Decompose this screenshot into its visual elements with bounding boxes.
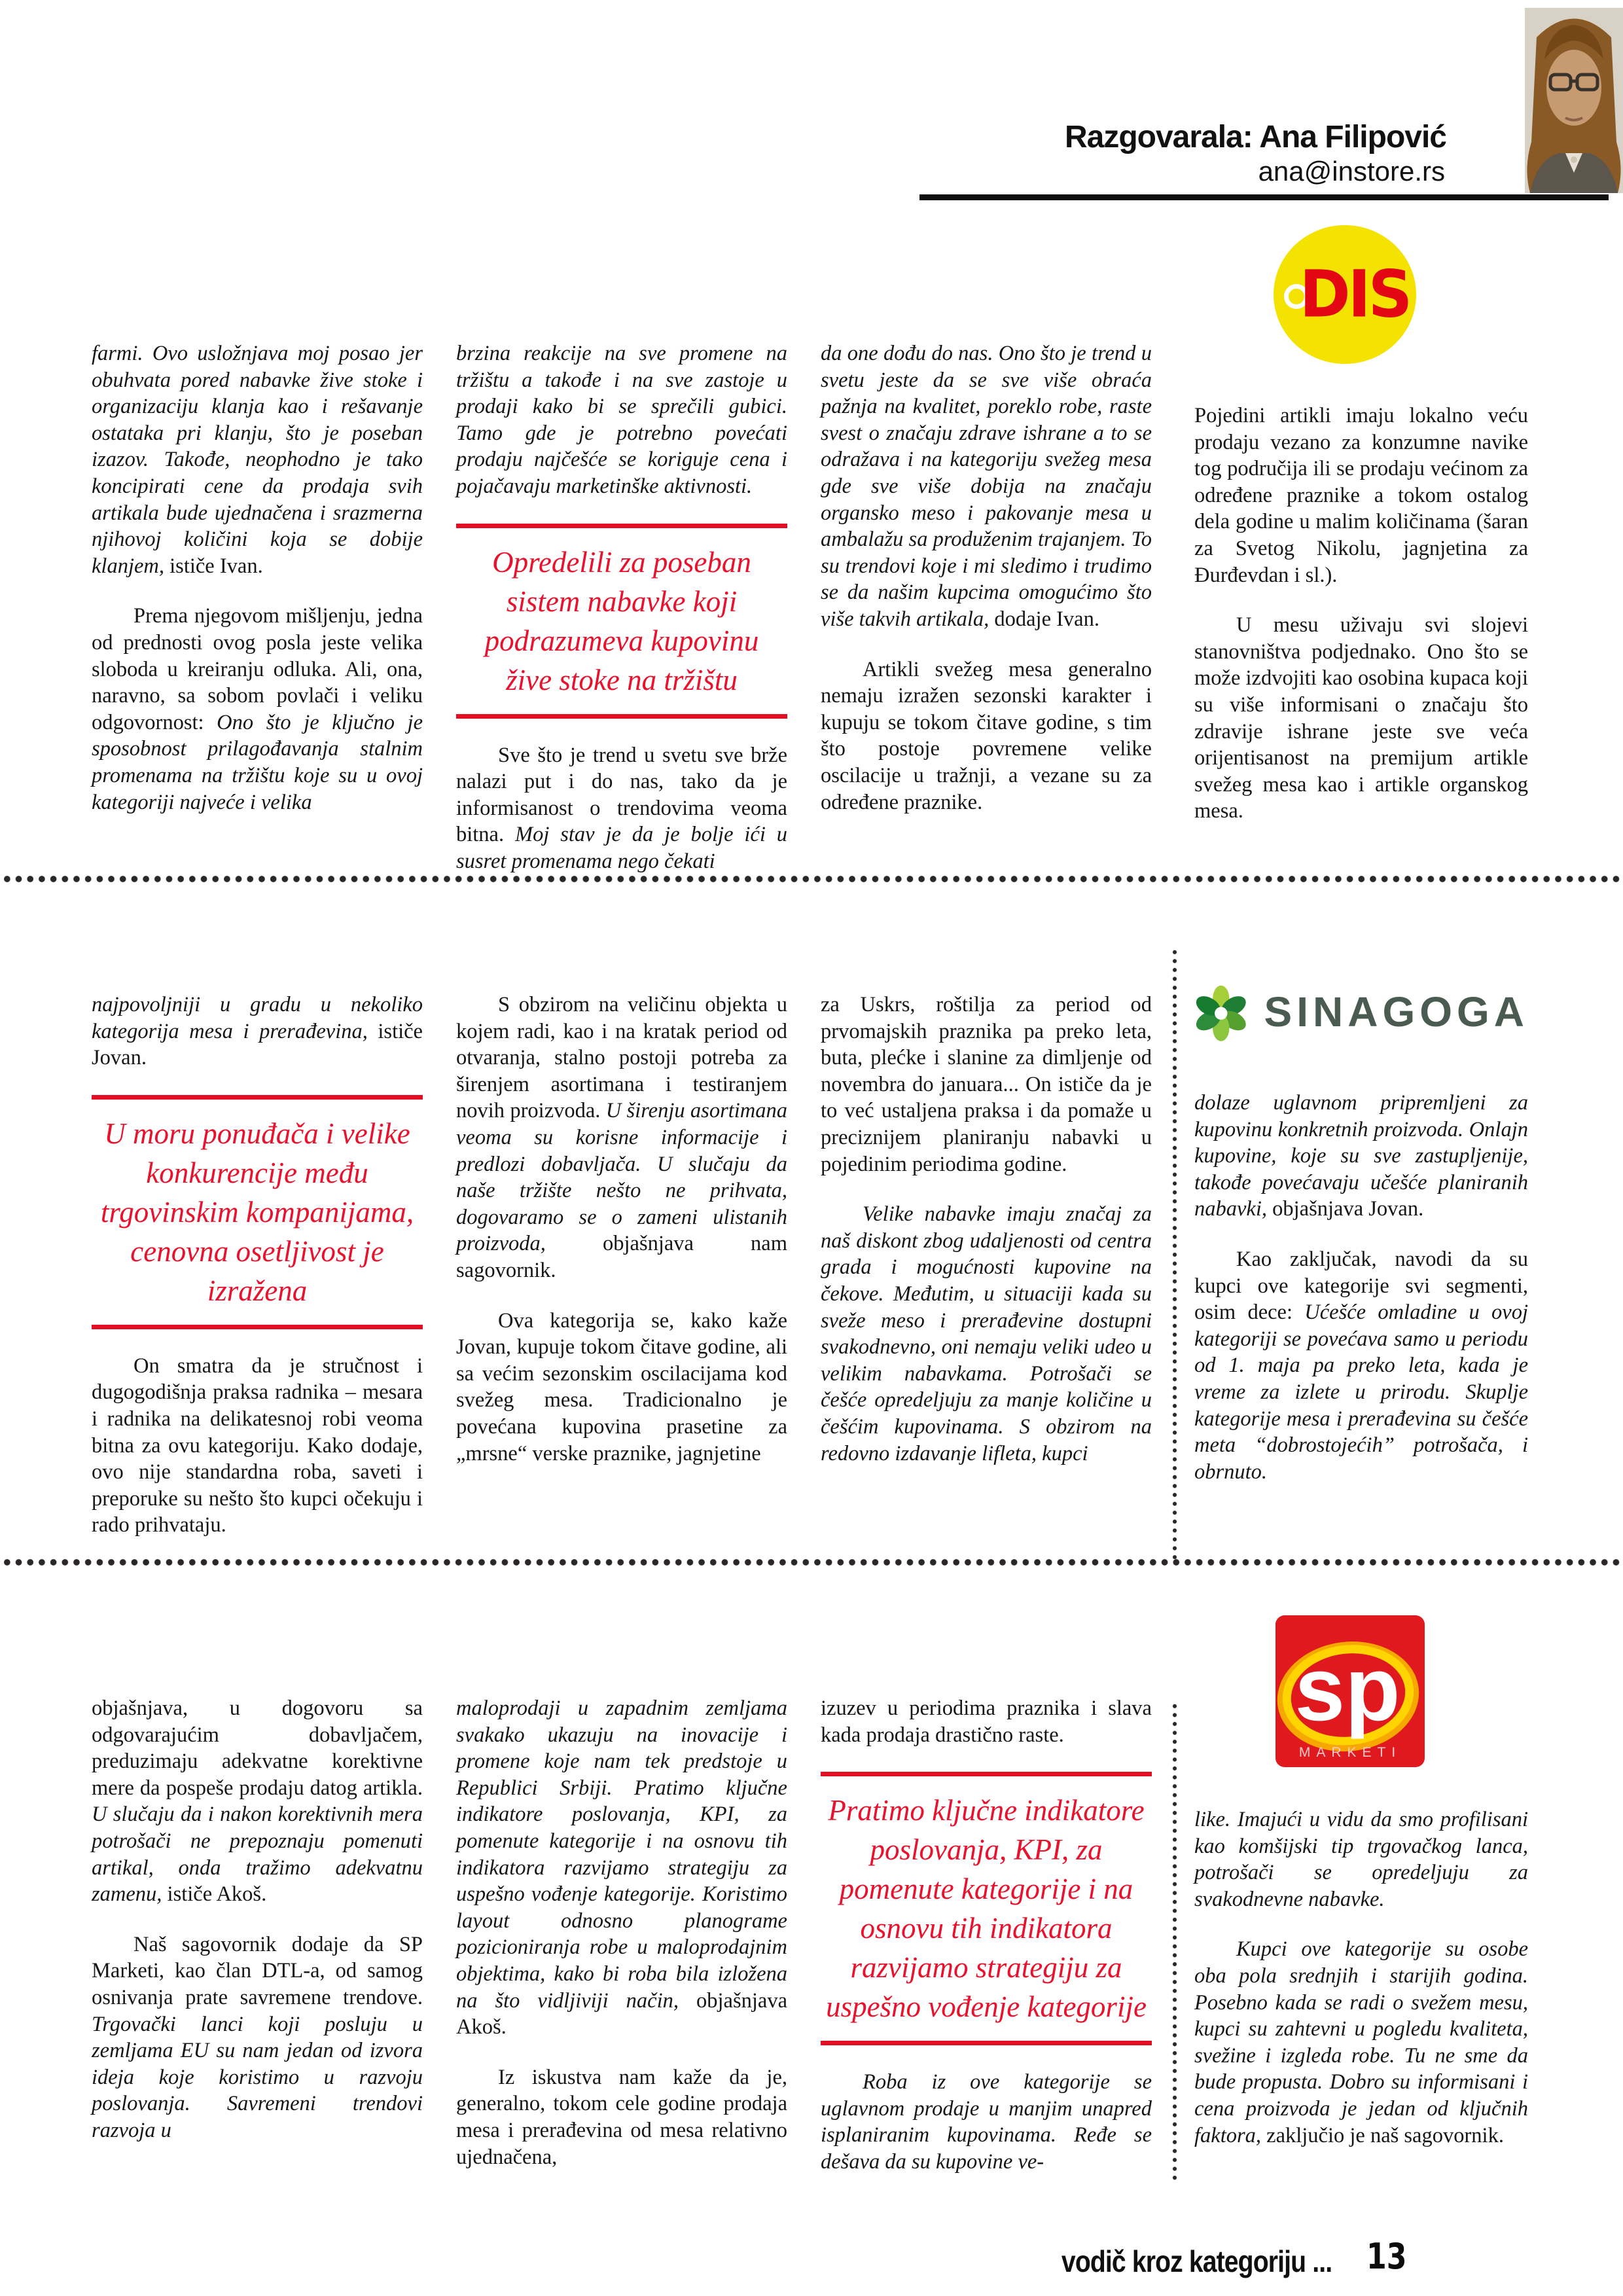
pull-quote-text: U moru ponuđača i velike konkurencije među trgovinskim kompanijama, cenovna osetljivost je izražena xyxy=(100,1117,414,1307)
paragraph xyxy=(92,603,423,816)
paragraph xyxy=(1194,1246,1528,1485)
text-run: objašnjava Jovan. xyxy=(1267,1197,1424,1221)
paragraph xyxy=(1194,1936,1528,2149)
text-run: da one dođu do nas. Ono što je trend u svetu jeste da se sve više obraća pažnja na kvalitet, poreklo robe, raste svest o značaju zdrave ishrane a to se odražava i na kategoriju svežeg mesa gde sve više dobija na značaju organsko meso i pakovanje mesa u ambalažu sa produženim trajanjem. To su trendovi koje i mi sledimo i trudimo se da našim kupcima omogućimo što više takvih artikala, xyxy=(821,342,1152,631)
text-run: Iz iskustva nam kaže da je, generalno, tokom cele godine prodaja mesa i prerađevina od mesa relativno ujednačena, xyxy=(456,2065,787,2169)
paragraph xyxy=(456,2064,787,2170)
text-run: maloprodaji u zapadnim zemljama svakako ukazuju na inovacije i promene koje nam tek predstoje u Republici Srbiji. Pratimo ključne indikatore poslovanja, KPI, za pomenute kategorije i na osnovu tih indikatora razvijamo strategiju za uspešno vođenje kategorije. Koristimo layout odnosno planograme pozicioniranja robe u maloprodajnim objektima, kako bi roba bila izložena na što vidljiviji način, xyxy=(456,1696,787,2013)
text-run: farmi. Ovo usložnjava moj posao jer obuhvata pored nabavke žive stoke i organizaciju klanja kao i rešavanje ostataka pri klanju, što je poseban izazov. Takođe, neophodno je tako koncipirati cene da prodaja svih artikala bude ujednačena i srazmerna njihovoj količini koja se dobije klanjem, xyxy=(92,342,423,578)
paragraph xyxy=(1194,1806,1528,1912)
paragraph xyxy=(92,1353,423,1539)
section2-column-3 xyxy=(821,992,1152,1490)
section2-column-1 xyxy=(92,992,423,1562)
paragraph xyxy=(456,340,787,500)
text-run: Ova kategorija se, kako kaže Jovan, kupuje tokom čitave godine, ali sa većim sezonskim oscilacijama kod svežeg mesa. Tradicionalno je povećana kupovina prasetine za „mrsne“ verske praznike, jagnjetine xyxy=(456,1308,787,1465)
text-run: objašnjava nam sagovornik. xyxy=(456,1232,787,1282)
pull-quote-rule xyxy=(821,2041,1152,2045)
header-rule xyxy=(919,194,1609,200)
paragraph xyxy=(821,992,1152,1177)
text-run: Ono što je ključno je sposobnost prilagođavanja stalnim promenama na tržištu koje su u ovoj kategoriji najveće i velika xyxy=(92,710,423,814)
paragraph xyxy=(1194,403,1528,588)
footer-section-label: vodič kroz kategoriju ... xyxy=(1061,2244,1332,2278)
text-run: S obzirom na veličinu objekta u kojem radi, kao i na kratak period od otvaranja, stalno postoji potreba za širenjem asortimana i testiranjem novih proizvoda. xyxy=(456,993,787,1123)
text-run: izuzev u periodima praznika i slava kada prodaja drastično raste. xyxy=(821,1696,1152,1747)
section1-column-4 xyxy=(1194,403,1528,848)
text-run: Naš sagovornik dodaje da SP Marketi, kao član DTL-a, od samog osnivanja prate savremene trendove. xyxy=(92,1932,423,2009)
paragraph xyxy=(821,340,1152,633)
text-run: Pojedini artikli imaju lokalno veću prodaju vezano za konzumne navike tog područija ili se prodaju većinom za određene praznike a tokom ostalog dela godine u malim količinama (šaran za Svetog Nikolu, jagnjetina za Đurđevdan i sl.). xyxy=(1194,404,1528,587)
paragraph xyxy=(821,1695,1152,1748)
paragraph xyxy=(92,340,423,579)
text-run: dolaze uglavnom pripremljeni za kupovinu konkretnih proizvoda. Onlajn kupovine, koje su sve zastupljenije, takođe povećavaju učešće planiranih nabavki, xyxy=(1194,1091,1528,1221)
text-run: like. Imajući u vidu da smo profilisani kao komšijski tip trgovačkog lanca, potrošači se opredeljuju za svakodnevne nabavke. xyxy=(1194,1808,1528,1911)
section3-column-3 xyxy=(821,1695,1152,2199)
pull-quote-rule xyxy=(456,524,787,528)
sp-marketi-logo xyxy=(1274,1614,1426,1768)
sp-logo-image xyxy=(1274,1614,1426,1768)
pull-quote-text: Pratimo ključne indikatore poslovanja, KPI, za pomenute kategorije i na osnovu tih indikatora razvijamo strategiju za uspešno vođenje kategorije xyxy=(826,1794,1147,2024)
pull-quote xyxy=(92,1095,423,1329)
dotted-separator-vertical-2 xyxy=(1171,1702,1179,2181)
dis-logo xyxy=(1274,225,1416,364)
pull-quote-rule xyxy=(456,714,787,719)
pull-quote-rule xyxy=(821,1772,1152,1776)
text-run: Ućešće omladine u ovoj kategoriji se povećava samo u periodu od 1. maja pa preko leta, kada je vreme za izlete u prirodu. Skuplje kategorije mesa i prerađevina su češće meta “dobrostojećih” potrošača, i obrnuto. xyxy=(1194,1300,1528,1484)
text-run: On smatra da je stručnost i dugogodišnja praksa radnika – mesara i radnika na delikatesnoj robi veoma bitna za ovu kategoriju. Kako dodaje, ovo nije standardna roba, saveti i preporuke su nešto što kupci očekuju i rado prihvataju. xyxy=(92,1354,423,1537)
text-run: objašnjava, u dogovoru sa odgovarajućim dobavljačem, preduzimaju adekvatne korektivne mere da pospeše prodaju datog artikla. xyxy=(92,1696,423,1800)
paragraph xyxy=(821,2069,1152,2175)
page-number: 13 xyxy=(1366,2236,1407,2277)
pull-quote xyxy=(456,524,787,719)
text-run: Velike nabavke imaju značaj za naš diskont zbog udaljenosti od centra grada i mogućnosti kupovine na čekove. Međutim, u situaciji kada su sveže meso i prerađevine dostupni svakodnevno, oni nemaju veliki udeo u velikim nabavkama. Potrošači se češće opredeljuju za manje količine u češćim kupovinama. S obzirom na redovno izdavanje lifleta, kupci xyxy=(821,1202,1152,1465)
text-run: brzina reakcije na sve promene na tržištu a takođe i na sve zastoje u prodaji kako bi se sprečili gubici. Tamo gde je potrebno povećati prodaju najčešće se koriguje cena i pojačavaju marketinške aktivnosti. xyxy=(456,342,787,498)
byline: Razgovarala: Ana Filipović xyxy=(1064,120,1446,154)
text-run: ističe Ivan. xyxy=(164,554,263,578)
paragraph xyxy=(456,992,787,1284)
dis-logo-text: DIS xyxy=(1299,257,1410,332)
section3-column-4 xyxy=(1194,1806,1528,2172)
text-run: U slučaju da i nakon korektivnih mera potrošači ne prepoznaju pomenuti artikal, onda tražimo adekvatnu zamenu, xyxy=(92,1803,423,1907)
text-run: dodaje Ivan. xyxy=(989,607,1099,631)
author-email: ana@instore.rs xyxy=(1258,156,1445,187)
section1-column-2 xyxy=(456,340,787,899)
paragraph xyxy=(456,1308,787,1467)
section1-column-3 xyxy=(821,340,1152,839)
pull-quote-text: Opredelili za poseban sistem nabavke koji podrazumeva kupovinu žive stoke na tržištu xyxy=(484,545,759,696)
text-run: Roba iz ove kategorije se uglavnom prodaje u manjim unapred isplaniranim kupovinama. Ređe se dešava da su kupovine ve- xyxy=(821,2070,1152,2174)
section2-column-2 xyxy=(456,992,787,1490)
paragraph xyxy=(92,1931,423,2144)
paragraph xyxy=(1194,612,1528,825)
dotted-separator-vertical-1 xyxy=(1171,948,1179,1559)
paragraph xyxy=(821,656,1152,816)
text-run: Sve što je trend u svetu sve brže nalazi put i do nas, tako da je informisanost o trendovima veoma bitna. xyxy=(456,743,787,847)
pull-quote xyxy=(821,1772,1152,2045)
text-run: ističe Jovan. xyxy=(92,1019,423,1070)
text-run: najpovoljniji u gradu u nekoliko kategorija mesa i prerađevina, xyxy=(92,993,423,1043)
paragraph xyxy=(821,1201,1152,1467)
sinagoga-flower-icon xyxy=(1194,968,1249,1056)
text-run: zaključio je naš sagovornik. xyxy=(1261,2123,1504,2147)
sinagoga-logo-text: SINAGOGA xyxy=(1264,988,1529,1035)
text-run: U širenju asortimana veoma su korisne informacije i predlozi dobavljača. U slučaju da naše tržište nešto ne prihvata, dogovaramo se o zameni ulistanih proizvoda, xyxy=(456,1099,788,1256)
pull-quote-rule xyxy=(92,1095,423,1100)
paragraph xyxy=(92,1695,423,1908)
paragraph xyxy=(456,1695,787,2041)
paragraph xyxy=(92,992,423,1071)
paragraph xyxy=(456,742,787,875)
text-run: Moj stav je da je bolje ići u susret promenama nego čekati xyxy=(456,823,787,873)
text-run: U mesu uživaju svi slojevi stanovništva podjednako. Ono što se može izdvojiti kao osobina kupaca koji su više informisani o značaju što zdravije ishrane jeste sve veća orijentisanost na premijum artikle svežeg mesa kao i artikle organskog mesa. xyxy=(1194,613,1528,823)
section3-column-2 xyxy=(456,1695,787,2194)
sp-logo-subtext: MARKETI xyxy=(1298,1745,1402,1760)
pull-quote-rule xyxy=(92,1325,423,1329)
text-run: Prema njegovom mišljenju, jedna od prednosti ovog posla jeste velika sloboda u kreiranju odluka. Ali, ona, naravno, sa sobom povlači i veliku odgovornost: xyxy=(92,604,423,734)
section2-column-4 xyxy=(1194,1090,1528,1509)
text-run: Kao zaključak, navodi da su kupci ove kategorije svi segmenti, osim dece: xyxy=(1194,1247,1528,1325)
text-run: Trgovački lanci koji posluju u zemljama EU su nam jedan od izvora ideja koje koristimo u razvoju poslovanja. Savremeni trendovi razvoja u xyxy=(92,2012,423,2142)
text-run: za Uskrs, roštilja za period od prvomajskih praznika pa preko leta, buta, plećke i slanine za dimljenje od novembra do januara... On ističe da je to već ustaljena praksa i da pomaže u preciznijem planiranju nabavki u pojedinim periodima godine. xyxy=(821,993,1152,1176)
section1-column-1 xyxy=(92,340,423,839)
section3-column-1 xyxy=(92,1695,423,2168)
sp-logo-text: sp xyxy=(1294,1639,1400,1740)
text-run: Kupci ove kategorije su osobe oba pola srednjih i starijih godina. Posebno kada se radi o svežem mesu, kupci su zahtevni u pogledu kvaliteta, svežine i izgleda robe. Tu ne sme da bude propusta. Dobro su informisani i cena proizvoda je jedan od ključnih faktora, xyxy=(1194,1937,1528,2147)
text-run: ističe Akoš. xyxy=(162,1882,267,1907)
text-run: objašnjava Akoš. xyxy=(456,1988,787,2039)
text-run: Artikli svežeg mesa generalno nemaju izražen sezonski karakter i kupuju se tokom čitave godine, s tim što postoje povremene velike oscilacije u tražnji, a vezane su za određene praznike. xyxy=(821,657,1152,814)
author-photo xyxy=(1525,8,1623,193)
author-portrait-image xyxy=(1525,8,1623,193)
dotted-separator-horizontal-1 xyxy=(1,874,1622,884)
paragraph xyxy=(1194,1090,1528,1223)
sinagoga-logo xyxy=(1194,965,1529,1059)
